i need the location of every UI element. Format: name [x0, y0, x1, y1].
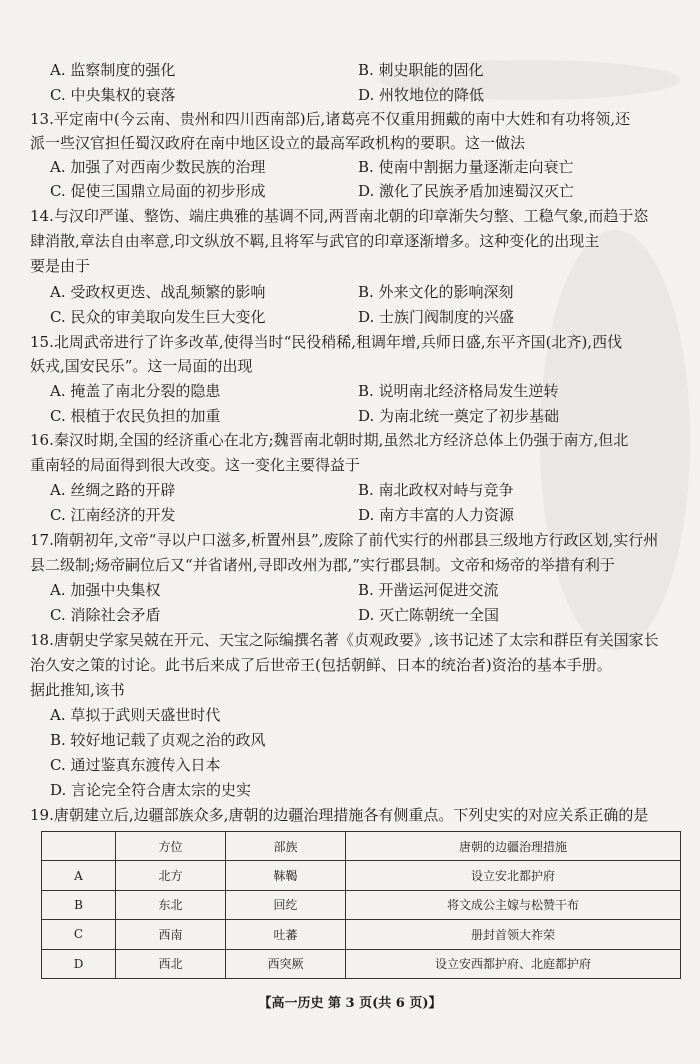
question-13-option-c: C. 促使三国鼎立局面的初步形成	[50, 182, 266, 200]
table-cell: 西突厥	[226, 949, 346, 978]
table-cell: 吐蕃	[226, 920, 346, 949]
table-cell: B	[42, 890, 116, 919]
table-cell: 西北	[116, 949, 226, 978]
question-17-option-c: C. 消除社会矛盾	[50, 606, 161, 624]
question-17-option-b: B. 开凿运河促进交流	[358, 581, 499, 599]
table-header-cell: 唐朝的边疆治理措施	[346, 832, 681, 861]
question-14-option-b: B. 外来文化的影响深刻	[358, 283, 514, 301]
question-14-option-c: C. 民众的审美取向发生巨大变化	[50, 308, 266, 326]
question-15-option-b: B. 说明南北经济格局发生逆转	[358, 382, 559, 400]
table-cell: 靺鞨	[226, 861, 346, 890]
question-14-stem-line: 要是由于	[30, 257, 91, 275]
table-cell: 将文成公主嫁与松赞干布	[346, 890, 681, 919]
table-header-cell: 方位	[116, 832, 226, 861]
option-prev-b: B. 刺史职能的固化	[358, 61, 484, 79]
table-header-cell: 部族	[226, 832, 346, 861]
question-14-stem-line: 肆消散,章法自由率意,印文纵放不羁,且将军与武官的印章逐渐增多。这种变化的出现主	[30, 232, 600, 250]
question-15-option-a: A. 掩盖了南北分裂的隐患	[50, 382, 221, 400]
table-row	[42, 861, 681, 890]
table-cell: D	[42, 949, 116, 978]
question-19-stem-line: 19.唐朝建立后,边疆部族众多,唐朝的边疆治理措施各有侧重点。下列史实的对应关系正确的是	[30, 806, 649, 824]
table-row	[42, 949, 681, 978]
question-17-stem-line: 县二级制;炀帝嗣位后又“并省诸州,寻即改州为郡,”实行郡县制。文帝和炀帝的举措有利于	[30, 556, 615, 574]
question-15-option-d: D. 为南北统一奠定了初步基础	[358, 407, 560, 425]
question-16-option-c: C. 江南经济的开发	[50, 506, 176, 524]
table-header-cell	[42, 832, 116, 861]
question-18-stem-line: 18.唐朝史学家吴兢在开元、天宝之际编撰名著《贞观政要》,该书记述了太宗和群臣有关国家长	[30, 631, 659, 649]
question-15-option-c: C. 根植于农民负担的加重	[50, 407, 221, 425]
question-15-stem-line: 妖戎,国安民乐”。这一局面的出现	[30, 357, 253, 375]
table-row	[42, 920, 681, 949]
answer-table	[41, 831, 681, 979]
question-13-option-b: B. 使南中割据力量逐渐走向衰亡	[358, 158, 574, 176]
page-footer: 【高一历史 第 3 页(共 6 页)】	[258, 996, 442, 1011]
table-cell: 东北	[116, 890, 226, 919]
question-14-option-d: D. 士族门阀制度的兴盛	[358, 308, 515, 326]
question-18-option-a: A. 草拟于武则天盛世时代	[50, 706, 221, 724]
option-prev-d: D. 州牧地位的降低	[358, 86, 485, 104]
table-cell: A	[42, 861, 116, 890]
question-17-option-d: D. 灭亡陈朝统一全国	[358, 606, 500, 624]
question-16-option-a: A. 丝绸之路的开辟	[50, 481, 176, 499]
question-13-stem-line: 派一些汉官担任蜀汉政府在南中地区设立的最高军政机构的要职。这一做法	[30, 134, 526, 152]
question-18-option-c: C. 通过鉴真东渡传入日本	[50, 756, 221, 774]
table-row	[42, 890, 681, 919]
question-15-stem-line: 15.北周武帝进行了许多改革,使得当时“民役稍稀,租调年增,兵师日盛,东平齐国(北齐),西伐	[30, 333, 623, 351]
question-17-option-a: A. 加强中央集权	[50, 581, 161, 599]
question-13-option-d: D. 激化了民族矛盾加速蜀汉灭亡	[358, 182, 575, 200]
table-cell: 西南	[116, 920, 226, 949]
table-header-row	[42, 832, 681, 861]
table-cell: 北方	[116, 861, 226, 890]
question-18-stem-line: 治久安之策的讨论。此书后来成了后世帝王(包括朝鲜、日本的统治者)资治的基本手册。	[30, 656, 612, 674]
table-cell: 设立安西都护府、北庭都护府	[346, 949, 681, 978]
option-prev-c: C. 中央集权的衰落	[50, 86, 176, 104]
table-cell: C	[42, 920, 116, 949]
question-17-stem-line: 17.隋朝初年,文帝“寻以户口滋多,析置州县”,废除了前代实行的州郡县三级地方行政区划,实行州	[30, 531, 659, 549]
question-13-option-a: A. 加强了对西南少数民族的治理	[50, 158, 266, 176]
question-14-stem-line: 14.与汉印严谨、整饬、端庄典雅的基调不同,两晋南北朝的印章渐失匀整、工稳气象,而趋于恣	[30, 207, 649, 225]
question-16-option-b: B. 南北政权对峙与竞争	[358, 481, 514, 499]
table-cell: 设立安北都护府	[346, 861, 681, 890]
question-18-stem-line: 据此推知,该书	[30, 681, 125, 699]
question-16-option-d: D. 南方丰富的人力资源	[358, 506, 515, 524]
question-16-stem-line: 16.秦汉时期,全国的经济重心在北方;魏晋南北朝时期,虽然北方经济总体上仍强于南方,但北	[30, 431, 629, 449]
question-18-option-b: B. 较好地记载了贞观之治的政风	[50, 731, 266, 749]
table-cell: 回纥	[226, 890, 346, 919]
table-cell: 册封首领大祚荣	[346, 920, 681, 949]
question-16-stem-line: 重南轻的局面得到很大改变。这一变化主要得益于	[30, 456, 361, 474]
option-prev-a: A. 监察制度的强化	[50, 61, 176, 79]
question-14-option-a: A. 受政权更迭、战乱频繁的影响	[50, 283, 266, 301]
question-18-option-d: D. 言论完全符合唐太宗的史实	[50, 781, 252, 799]
question-13-stem-line: 13.平定南中(今云南、贵州和四川西南部)后,诸葛亮不仅重用拥戴的南中大姓和有功将领,还	[30, 110, 631, 128]
